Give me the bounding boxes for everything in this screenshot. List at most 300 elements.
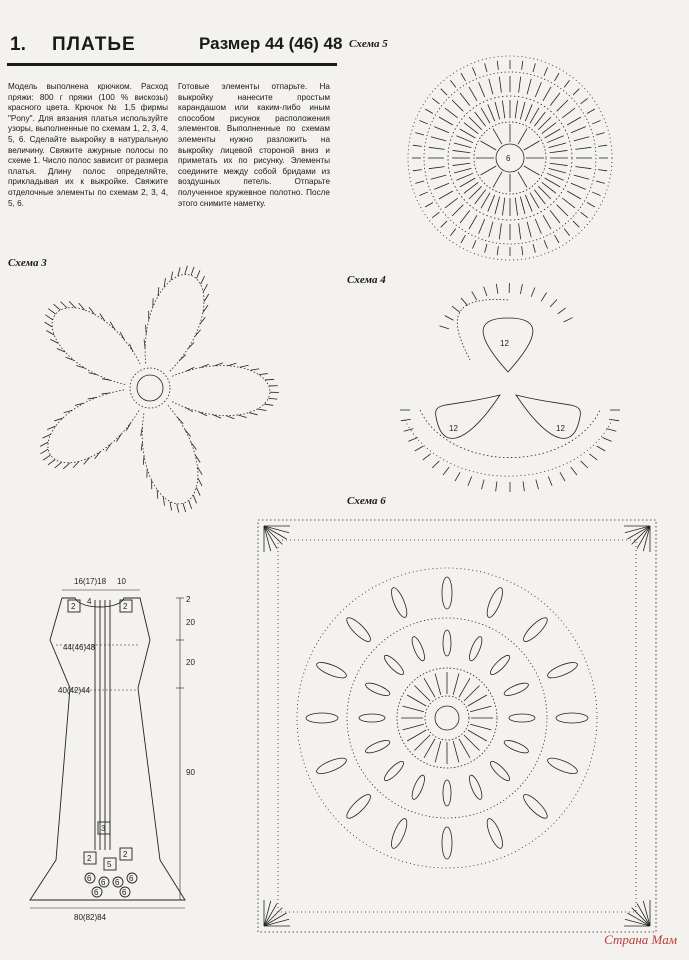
stitch-mark — [88, 397, 97, 399]
leaf-mark — [484, 817, 505, 850]
stitch-mark — [545, 129, 561, 138]
stitch-mark — [489, 222, 493, 237]
leaf-mark — [503, 738, 530, 755]
stitch-mark — [543, 215, 551, 229]
stitch-mark — [524, 141, 540, 150]
stitch-mark — [404, 429, 414, 432]
stitch-mark — [432, 212, 439, 217]
stitch-mark — [543, 87, 551, 101]
stitch-mark — [453, 674, 459, 695]
scheme-4-petal-label-1: 12 — [500, 339, 509, 348]
stitch-mark — [555, 235, 560, 243]
stitch-mark — [45, 322, 53, 327]
leaf-mark — [344, 615, 374, 645]
stitch-mark — [522, 246, 523, 255]
stitch-mark — [587, 203, 595, 208]
stitch-mark — [441, 89, 447, 95]
leaf-mark — [488, 653, 512, 677]
stitch-mark — [581, 461, 588, 468]
stitch-mark — [495, 102, 500, 119]
size-heading: Размер 44 (46) 48 — [199, 34, 343, 53]
stitch-mark — [581, 98, 588, 103]
motif-label: 2 — [123, 602, 128, 611]
stitch-mark — [574, 175, 589, 179]
stitch-mark — [564, 80, 569, 87]
stitch-mark — [203, 284, 207, 292]
scheme-6-caption: Схема 6 — [347, 495, 386, 507]
stitch-mark — [485, 244, 487, 253]
stitch-mark — [493, 172, 502, 188]
stitch-mark — [550, 210, 560, 223]
stitch-mark — [48, 309, 55, 315]
stitch-mark — [592, 192, 600, 195]
stitch-mark — [592, 120, 600, 123]
stitch-mark — [499, 223, 501, 239]
stitch-mark — [55, 462, 62, 468]
stitch-mark — [226, 416, 234, 419]
stitch-mark — [488, 195, 495, 212]
stitch-mark — [196, 487, 200, 495]
scheme-4-caption: Схема 4 — [347, 274, 386, 286]
stitch-mark — [535, 219, 541, 234]
stitch-mark — [461, 235, 466, 243]
stitch-mark — [435, 674, 441, 695]
stitch-mark — [415, 133, 424, 135]
motif-label: 6 — [129, 874, 134, 883]
petal-outline — [52, 308, 141, 385]
stitch-mark — [468, 730, 487, 741]
stitch-mark — [423, 454, 431, 460]
stitch-mark — [450, 80, 455, 87]
stitch-mark — [573, 89, 579, 95]
stitch-mark — [177, 417, 183, 424]
dim-bust: 44(46)48 — [63, 643, 96, 652]
stitch-mark — [575, 147, 591, 149]
stitch-mark — [571, 183, 586, 189]
scheme-6-diagram — [258, 520, 656, 932]
motif-label: 2 — [87, 854, 92, 863]
stitch-mark — [73, 461, 79, 467]
leaf-mark — [442, 827, 452, 859]
stitch-mark — [50, 339, 58, 343]
stitch-mark — [587, 109, 595, 114]
instructions-column-1: Модель выполнена крючком. Расход пряжи: 800 г пряжи (100 % вискозы) красного цвета. Крючок № 1,5 фирмы "Pony". Для вязания платья используйте узоры, выполненные по схемам 1, 2, 3, 4, 5, 6. Сделайте выкройку в натуральную величину. Свяжите ажурные полосы по схеме 1. Число полос зависит от размера платья. Длину полос определяйте, прикладывая их к выкройке. Свяжите отделочные элементы по схемам 2, 3, 4, 5, 6. — [8, 82, 168, 208]
stitch-mark — [555, 73, 560, 81]
stitch-mark — [415, 181, 424, 183]
stitch-mark — [544, 240, 547, 248]
stitch-mark — [472, 291, 477, 300]
leaf-mark — [488, 759, 512, 783]
scheme-4-petal-label-2: 12 — [449, 424, 458, 433]
motif-label: 6 — [101, 878, 106, 887]
stitch-mark — [550, 93, 560, 106]
stitch-mark — [484, 287, 487, 296]
stitch-mark — [54, 304, 61, 310]
motif-label: 4 — [87, 597, 92, 606]
leaf-mark — [382, 759, 406, 783]
stitch-mark — [204, 294, 209, 302]
stitch-mark — [519, 223, 521, 239]
stitch-mark — [407, 695, 426, 706]
stitch-mark — [179, 355, 186, 361]
stitch-mark — [472, 240, 475, 248]
stitch-mark — [557, 100, 568, 111]
stitch-mark — [518, 129, 527, 145]
stitch-mark — [550, 300, 557, 307]
stitch-mark — [415, 446, 424, 451]
stitch-mark — [414, 735, 430, 751]
stitch-mark — [102, 379, 111, 381]
stitch-mark — [525, 195, 532, 212]
stitch-mark — [464, 685, 480, 701]
section-number: 1. — [10, 34, 26, 55]
stitch-mark — [419, 192, 427, 195]
stitch-mark — [452, 163, 470, 165]
stitch-mark — [264, 404, 273, 405]
stitch-mark — [515, 100, 517, 118]
stitch-mark — [459, 739, 470, 758]
stitch-mark — [597, 446, 606, 451]
stitch-mark — [126, 423, 130, 431]
stitch-mark — [48, 460, 55, 465]
leaf-mark — [442, 577, 452, 609]
stitch-mark — [522, 61, 523, 70]
leaf-mark — [467, 774, 484, 801]
motif-label: 2 — [71, 602, 76, 611]
stitch-mark — [589, 454, 597, 460]
stitch-mark — [479, 219, 485, 234]
stitch-mark — [536, 480, 539, 490]
stitch-mark — [527, 222, 531, 237]
stitch-mark — [488, 104, 495, 121]
stitch-mark — [439, 191, 453, 199]
stitch-mark — [562, 108, 575, 118]
stitch-mark — [429, 167, 445, 169]
stitch-mark — [609, 419, 619, 420]
stitch-mark — [452, 306, 460, 312]
stitch-mark — [470, 706, 491, 712]
stitch-mark — [464, 735, 480, 751]
stitch-mark — [602, 438, 611, 442]
stitch-mark — [191, 442, 196, 449]
stitch-mark — [64, 410, 73, 412]
stitch-mark — [439, 117, 453, 125]
stitch-mark — [178, 267, 180, 276]
stitch-mark — [432, 461, 439, 468]
stitch-mark — [177, 504, 179, 513]
stitch-mark — [459, 678, 470, 697]
stitch-mark — [518, 172, 527, 188]
stitch-mark — [564, 318, 573, 322]
stitch-mark — [450, 229, 455, 236]
stitch-mark — [481, 166, 497, 175]
watermark-logo: Страна Мам — [604, 932, 677, 947]
stitch-mark — [469, 215, 477, 229]
stitch-mark — [146, 325, 147, 334]
stitch-mark — [489, 79, 493, 94]
stitch-mark — [470, 724, 491, 730]
stitch-mark — [571, 127, 586, 133]
stitch-mark — [468, 695, 487, 706]
stitch-mark — [520, 102, 525, 119]
stitch-mark — [61, 302, 67, 308]
leaf-mark — [556, 713, 588, 723]
scheme-4-petal-label-3: 12 — [556, 424, 565, 433]
stitch-mark — [183, 503, 185, 512]
stitch-mark — [143, 456, 144, 465]
dim-top-width: 16(17)18 — [74, 577, 107, 586]
stitch-mark — [460, 178, 476, 187]
stitch-mark — [431, 175, 446, 179]
motif-label: 5 — [107, 860, 112, 869]
stitch-mark — [429, 147, 445, 149]
leaf-mark — [410, 774, 427, 801]
leaf-mark — [344, 792, 374, 822]
stitch-mark — [43, 455, 50, 460]
stitch-mark — [575, 167, 591, 169]
leaf-mark — [546, 659, 579, 680]
leaf-mark — [410, 635, 427, 662]
dim-top-right: 10 — [117, 577, 126, 586]
stitch-mark — [401, 419, 411, 420]
stitch-mark — [259, 374, 268, 375]
stitch-mark — [598, 170, 607, 171]
stitch-mark — [468, 477, 472, 486]
stitch-mark — [414, 685, 430, 701]
leaf-mark — [364, 681, 391, 698]
stitch-mark — [197, 467, 202, 475]
stitch-mark — [564, 229, 569, 236]
petal-outline — [142, 405, 198, 504]
stitch-mark — [240, 365, 249, 367]
motif-label: 6 — [122, 888, 127, 897]
stitch-mark — [527, 79, 531, 94]
dress-pattern — [30, 577, 195, 922]
leaf-mark — [546, 755, 579, 776]
stitch-mark — [188, 342, 194, 348]
stitch-mark — [562, 198, 575, 208]
stitch-mark — [481, 141, 497, 150]
stitch-mark — [413, 170, 422, 171]
stitch-mark — [574, 137, 589, 141]
stitch-mark — [596, 133, 605, 135]
stitch-mark — [198, 478, 202, 486]
stitch-mark — [407, 730, 426, 741]
stitch-mark — [434, 127, 449, 133]
stitch-mark — [520, 284, 522, 294]
stitch-mark — [265, 379, 274, 380]
stitch-mark — [456, 136, 473, 143]
scheme-3-diagram — [40, 266, 279, 513]
leaf-mark — [521, 615, 551, 645]
leaf-mark — [388, 586, 409, 619]
stitch-mark — [408, 438, 417, 442]
stitch-mark — [560, 472, 565, 481]
stitch-mark — [69, 301, 75, 308]
stitch-mark — [201, 276, 205, 284]
stitch-mark — [419, 120, 427, 123]
stitch-mark — [425, 203, 433, 208]
dim-hem: 80(82)84 — [74, 913, 107, 922]
stitch-mark — [63, 463, 70, 469]
stitch-mark — [461, 73, 466, 81]
stitch-mark — [482, 480, 485, 490]
stitch-mark — [499, 77, 501, 93]
stitch-mark — [598, 145, 607, 146]
stitch-mark — [533, 63, 535, 72]
stitch-mark — [519, 77, 521, 93]
petal-outline — [48, 390, 139, 463]
stitch-mark — [525, 104, 532, 121]
stitch-mark — [40, 442, 48, 446]
dim-vert-2: 20 — [186, 618, 195, 627]
stitch-mark — [40, 449, 48, 454]
stitch-mark — [479, 82, 485, 97]
stitch-mark — [120, 332, 124, 340]
stitch-mark — [460, 129, 476, 138]
stitch-mark — [193, 495, 196, 503]
stitch-mark — [76, 365, 85, 368]
leaf-mark — [315, 755, 348, 776]
stitch-mark — [531, 287, 535, 296]
leaf-mark — [315, 659, 348, 680]
stitch-mark — [403, 724, 424, 730]
motif-label: 6 — [94, 888, 99, 897]
stitch-mark — [493, 129, 502, 145]
stitch-mark — [485, 63, 487, 72]
stitch-mark — [549, 168, 566, 173]
scheme-5-center-label: 6 — [506, 154, 511, 163]
motif-label: 6 — [115, 878, 120, 887]
stitch-mark — [84, 458, 90, 465]
stitch-mark — [524, 166, 540, 175]
motif-label: 6 — [87, 874, 92, 883]
stitch-mark — [191, 267, 194, 275]
motif-label: 3 — [101, 824, 106, 833]
stitch-mark — [515, 198, 517, 216]
stitch-mark — [547, 136, 564, 143]
stitch-mark — [567, 191, 581, 199]
dim-waist: 40(42)44 — [58, 686, 91, 695]
stitch-mark — [596, 181, 605, 183]
stitch-mark — [100, 314, 105, 321]
stitch-mark — [249, 413, 258, 415]
petal-outline — [145, 274, 204, 372]
dim-vert-1: 2 — [186, 595, 191, 604]
instructions-column-2: Готовые элементы отпарьте. На выкройку нанесите простым карандашом или каким-либо иным способом рисунок расположения элементов. Выполненные по схемам элементы нужно разложить на выкройку лицевой стороной вниз и приметать их по рисунку. Элементы соедините между собой бридами из воздушных петель. Отпарьте полученное кружевное полотно. После этого снимите наметку. — [178, 82, 330, 208]
scheme-3-caption: Схема 3 — [8, 257, 47, 269]
stitch-mark — [89, 373, 98, 375]
stitch-mark — [170, 502, 172, 511]
stitch-mark — [66, 357, 74, 360]
stitch-mark — [497, 61, 498, 70]
stitch-mark — [497, 246, 498, 255]
stitch-mark — [545, 178, 561, 187]
stitch-mark — [452, 205, 463, 216]
stitch-mark — [185, 266, 188, 275]
stitch-mark — [75, 403, 84, 405]
stitch-mark — [496, 481, 497, 491]
leaf-mark — [306, 713, 338, 723]
leaf-mark — [443, 630, 451, 656]
stitch-mark — [573, 221, 579, 227]
stitch-mark — [440, 326, 450, 329]
stitch-mark — [502, 198, 504, 216]
stitch-mark — [547, 173, 564, 180]
stitch-mark — [432, 98, 439, 103]
stitch-mark — [434, 183, 449, 189]
stitch-mark — [424, 678, 435, 697]
leaf-mark — [484, 586, 505, 619]
stitch-mark — [445, 315, 454, 320]
leaf-mark — [521, 792, 551, 822]
stitch-mark — [472, 67, 475, 75]
stitch-mark — [548, 477, 552, 486]
stitch-mark — [523, 481, 524, 491]
stitch-mark — [144, 340, 145, 349]
stitch-mark — [520, 197, 525, 214]
stitch-mark — [445, 198, 458, 208]
stitch-mark — [530, 193, 539, 209]
motif-label: 2 — [123, 850, 128, 859]
stitch-mark — [435, 741, 441, 762]
stitch-mark — [558, 308, 566, 314]
stitch-mark — [607, 429, 617, 432]
stitch-mark — [550, 163, 568, 165]
stitch-mark — [443, 467, 449, 475]
stitch-mark — [456, 173, 473, 180]
scheme-5-diagram — [408, 56, 612, 260]
stitch-mark — [481, 193, 490, 209]
dim-vert-4: 90 — [186, 768, 195, 777]
stitch-mark — [403, 706, 424, 712]
stitch-mark — [238, 415, 247, 418]
stitch-mark — [445, 108, 458, 118]
stitch-mark — [535, 82, 541, 97]
stitch-mark — [550, 150, 568, 152]
stitch-mark — [46, 330, 54, 334]
stitch-mark — [581, 212, 588, 217]
stitch-mark — [454, 143, 471, 148]
stitch-mark — [214, 363, 223, 366]
stitch-mark — [424, 739, 435, 758]
stitch-mark — [453, 741, 459, 762]
stitch-mark — [228, 363, 237, 365]
stitch-mark — [452, 100, 463, 111]
stitch-mark — [502, 100, 504, 118]
stitch-mark — [141, 442, 142, 451]
page-title: ПЛАТЬЕ — [52, 34, 136, 55]
stitch-mark — [495, 197, 500, 214]
stitch-mark — [250, 369, 259, 371]
stitch-mark — [200, 364, 208, 367]
stitch-mark — [567, 117, 581, 125]
stitch-mark — [481, 108, 490, 124]
stitch-mark — [460, 210, 470, 223]
leaf-mark — [509, 714, 535, 722]
stitch-mark — [129, 344, 133, 352]
stitch-mark — [413, 145, 422, 146]
stitch-mark — [455, 472, 460, 481]
leaf-mark — [443, 780, 451, 806]
stitch-mark — [268, 398, 277, 399]
stitch-mark — [157, 490, 158, 499]
leaf-mark — [359, 714, 385, 722]
stitch-mark — [533, 244, 535, 253]
stitch-mark — [425, 109, 433, 114]
stitch-mark — [196, 270, 200, 278]
stitch-mark — [189, 500, 192, 509]
